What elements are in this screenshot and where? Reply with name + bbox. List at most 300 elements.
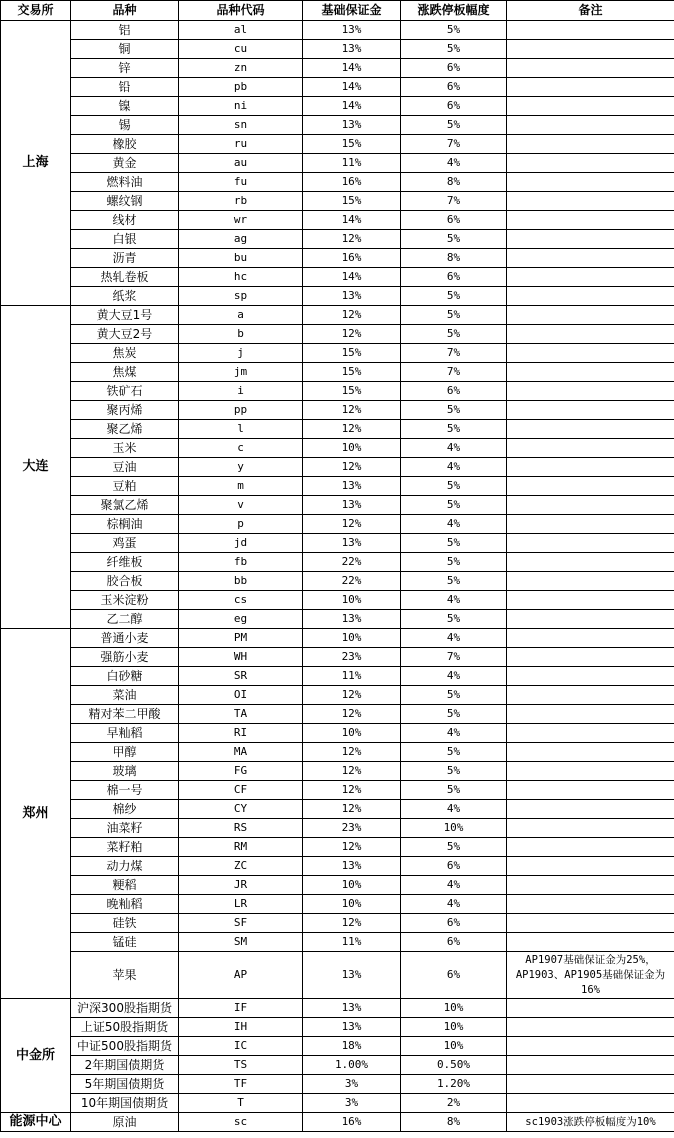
note-cell: [507, 249, 674, 268]
note-cell: [507, 230, 674, 249]
limit-cell: 5%: [401, 477, 507, 496]
note-cell: [507, 439, 674, 458]
code-cell: WH: [179, 648, 303, 667]
table-row: [1, 1075, 674, 1094]
code-cell: i: [179, 382, 303, 401]
limit-cell: 5%: [401, 743, 507, 762]
product-cell: 铅: [71, 78, 179, 97]
code-cell: T: [179, 1094, 303, 1113]
note-cell: [507, 629, 674, 648]
code-cell: ag: [179, 230, 303, 249]
code-cell: p: [179, 515, 303, 534]
limit-cell: 5%: [401, 116, 507, 135]
limit-cell: 10%: [401, 1018, 507, 1037]
table-row: [1, 268, 674, 287]
table-row: [1, 306, 674, 325]
table-row: [1, 97, 674, 116]
limit-cell: 5%: [401, 838, 507, 857]
limit-cell: 4%: [401, 439, 507, 458]
note-cell: [507, 857, 674, 876]
table-row: [1, 1113, 674, 1132]
margin-cell: 10%: [303, 895, 401, 914]
note-cell: [507, 306, 674, 325]
note-cell: [507, 819, 674, 838]
margin-cell: 12%: [303, 515, 401, 534]
product-cell: 纤维板: [71, 553, 179, 572]
limit-cell: 5%: [401, 21, 507, 40]
note-cell: [507, 268, 674, 287]
table-row: [1, 515, 674, 534]
product-cell: 锰硅: [71, 933, 179, 952]
product-cell: 玉米: [71, 439, 179, 458]
limit-cell: 5%: [401, 762, 507, 781]
code-cell: sp: [179, 287, 303, 306]
margin-cell: 13%: [303, 534, 401, 553]
product-cell: 焦煤: [71, 363, 179, 382]
limit-cell: 5%: [401, 325, 507, 344]
code-cell: SM: [179, 933, 303, 952]
note-cell: [507, 999, 674, 1018]
table-row: [1, 1018, 674, 1037]
code-cell: CY: [179, 800, 303, 819]
table-row: [1, 572, 674, 591]
margin-cell: 1.00%: [303, 1056, 401, 1075]
product-cell: 焦炭: [71, 344, 179, 363]
code-cell: eg: [179, 610, 303, 629]
code-cell: c: [179, 439, 303, 458]
product-cell: 沪深300股指期货: [71, 999, 179, 1018]
note-cell: [507, 192, 674, 211]
margin-cell: 10%: [303, 724, 401, 743]
note-cell: [507, 572, 674, 591]
margin-cell: 12%: [303, 306, 401, 325]
exchange-cell: 中金所: [1, 999, 71, 1113]
note-cell: [507, 21, 674, 40]
product-cell: 燃料油: [71, 173, 179, 192]
limit-cell: 10%: [401, 819, 507, 838]
table-row: [1, 895, 674, 914]
code-cell: OI: [179, 686, 303, 705]
code-cell: zn: [179, 59, 303, 78]
product-cell: 棉纱: [71, 800, 179, 819]
limit-cell: 6%: [401, 952, 507, 999]
margin-cell: 15%: [303, 344, 401, 363]
product-cell: 聚乙烯: [71, 420, 179, 439]
product-cell: 油菜籽: [71, 819, 179, 838]
note-cell: [507, 686, 674, 705]
code-cell: MA: [179, 743, 303, 762]
code-cell: SR: [179, 667, 303, 686]
margin-cell: 13%: [303, 1018, 401, 1037]
limit-cell: 0.50%: [401, 1056, 507, 1075]
product-cell: 菜籽粕: [71, 838, 179, 857]
note-cell: [507, 496, 674, 515]
margin-cell: 13%: [303, 496, 401, 515]
margin-cell: 23%: [303, 819, 401, 838]
code-cell: rb: [179, 192, 303, 211]
table-row: [1, 857, 674, 876]
margin-cell: 13%: [303, 116, 401, 135]
note-cell: [507, 515, 674, 534]
margin-cell: 12%: [303, 705, 401, 724]
note-cell: [507, 382, 674, 401]
limit-cell: 4%: [401, 458, 507, 477]
limit-cell: 4%: [401, 515, 507, 534]
note-cell: [507, 97, 674, 116]
margin-cell: 13%: [303, 477, 401, 496]
note-cell: [507, 477, 674, 496]
table-row: [1, 420, 674, 439]
product-cell: 早籼稻: [71, 724, 179, 743]
margin-cell: 3%: [303, 1094, 401, 1113]
product-cell: 橡胶: [71, 135, 179, 154]
limit-cell: 6%: [401, 382, 507, 401]
code-cell: b: [179, 325, 303, 344]
code-cell: m: [179, 477, 303, 496]
limit-cell: 6%: [401, 59, 507, 78]
limit-cell: 10%: [401, 999, 507, 1018]
limit-cell: 6%: [401, 857, 507, 876]
limit-cell: 5%: [401, 230, 507, 249]
note-cell: [507, 1037, 674, 1056]
limit-cell: 6%: [401, 914, 507, 933]
margin-cell: 18%: [303, 1037, 401, 1056]
product-cell: 锌: [71, 59, 179, 78]
table-row: [1, 249, 674, 268]
note-cell: [507, 895, 674, 914]
limit-cell: 1.20%: [401, 1075, 507, 1094]
product-cell: 聚丙烯: [71, 401, 179, 420]
code-cell: au: [179, 154, 303, 173]
table-row: [1, 667, 674, 686]
table-row: [1, 401, 674, 420]
margin-cell: 13%: [303, 610, 401, 629]
margin-cell: 16%: [303, 1113, 401, 1132]
note-cell: sc1903涨跌停板幅度为10%: [507, 1113, 674, 1132]
limit-cell: 5%: [401, 401, 507, 420]
product-cell: 普通小麦: [71, 629, 179, 648]
product-cell: 上证50股指期货: [71, 1018, 179, 1037]
table-row: [1, 686, 674, 705]
product-cell: 玻璃: [71, 762, 179, 781]
table-row: [1, 933, 674, 952]
table-row: [1, 135, 674, 154]
table-row: [1, 59, 674, 78]
limit-cell: 7%: [401, 344, 507, 363]
limit-cell: 5%: [401, 306, 507, 325]
product-cell: 胶合板: [71, 572, 179, 591]
product-cell: 纸浆: [71, 287, 179, 306]
table-row: [1, 553, 674, 572]
code-cell: AP: [179, 952, 303, 999]
table-row: [1, 591, 674, 610]
limit-cell: 7%: [401, 648, 507, 667]
product-cell: 热轧卷板: [71, 268, 179, 287]
code-cell: fb: [179, 553, 303, 572]
limit-cell: 6%: [401, 268, 507, 287]
note-cell: [507, 401, 674, 420]
product-cell: 黄大豆1号: [71, 306, 179, 325]
product-cell: 白砂糖: [71, 667, 179, 686]
limit-cell: 4%: [401, 724, 507, 743]
product-cell: 晚籼稻: [71, 895, 179, 914]
note-cell: AP1907基础保证金为25%，AP1903、AP1905基础保证金为16%: [507, 952, 674, 999]
table-row: [1, 325, 674, 344]
note-cell: [507, 135, 674, 154]
limit-cell: 4%: [401, 800, 507, 819]
limit-cell: 4%: [401, 876, 507, 895]
note-cell: [507, 78, 674, 97]
margin-cell: 15%: [303, 192, 401, 211]
code-cell: hc: [179, 268, 303, 287]
product-cell: 玉米淀粉: [71, 591, 179, 610]
note-cell: [507, 838, 674, 857]
margin-cell: 15%: [303, 382, 401, 401]
code-cell: sc: [179, 1113, 303, 1132]
table-row: [1, 173, 674, 192]
limit-cell: 2%: [401, 1094, 507, 1113]
note-cell: [507, 781, 674, 800]
product-cell: 菜油: [71, 686, 179, 705]
margin-cell: 12%: [303, 325, 401, 344]
note-cell: [507, 648, 674, 667]
table-row: [1, 1056, 674, 1075]
margin-cell: 3%: [303, 1075, 401, 1094]
limit-cell: 5%: [401, 686, 507, 705]
margin-cell: 12%: [303, 914, 401, 933]
header-limit: 涨跌停板幅度: [401, 1, 507, 21]
limit-cell: 5%: [401, 496, 507, 515]
margin-cell: 13%: [303, 40, 401, 59]
note-cell: [507, 610, 674, 629]
table-row: [1, 439, 674, 458]
code-cell: LR: [179, 895, 303, 914]
note-cell: [507, 1056, 674, 1075]
product-cell: 动力煤: [71, 857, 179, 876]
header-product: 品种: [71, 1, 179, 21]
margin-cell: 12%: [303, 743, 401, 762]
exchange-cell: 大连: [1, 306, 71, 629]
table-row: [1, 1094, 674, 1113]
code-cell: bb: [179, 572, 303, 591]
limit-cell: 4%: [401, 667, 507, 686]
note-cell: [507, 667, 674, 686]
limit-cell: 5%: [401, 553, 507, 572]
note-cell: [507, 534, 674, 553]
limit-cell: 5%: [401, 287, 507, 306]
note-cell: [507, 173, 674, 192]
code-cell: jd: [179, 534, 303, 553]
exchange-cell: 上海: [1, 21, 71, 306]
note-cell: [507, 762, 674, 781]
code-cell: cu: [179, 40, 303, 59]
margin-cell: 14%: [303, 97, 401, 116]
product-cell: 镍: [71, 97, 179, 116]
product-cell: 线材: [71, 211, 179, 230]
table-row: [1, 382, 674, 401]
table-row: [1, 876, 674, 895]
product-cell: 粳稻: [71, 876, 179, 895]
limit-cell: 5%: [401, 420, 507, 439]
table-row: [1, 344, 674, 363]
code-cell: PM: [179, 629, 303, 648]
product-cell: 精对苯二甲酸: [71, 705, 179, 724]
limit-cell: 7%: [401, 192, 507, 211]
table-row: [1, 914, 674, 933]
margin-cell: 14%: [303, 211, 401, 230]
code-cell: IF: [179, 999, 303, 1018]
code-cell: cs: [179, 591, 303, 610]
code-cell: SF: [179, 914, 303, 933]
limit-cell: 4%: [401, 591, 507, 610]
limit-cell: 6%: [401, 97, 507, 116]
header-margin: 基础保证金: [303, 1, 401, 21]
product-cell: 苹果: [71, 952, 179, 999]
table-row: [1, 21, 674, 40]
margin-cell: 16%: [303, 249, 401, 268]
margin-cell: 11%: [303, 154, 401, 173]
table-row: [1, 838, 674, 857]
margin-cell: 12%: [303, 686, 401, 705]
note-cell: [507, 116, 674, 135]
margin-cell: 23%: [303, 648, 401, 667]
product-cell: 硅铁: [71, 914, 179, 933]
margin-cell: 13%: [303, 999, 401, 1018]
margin-cell: 12%: [303, 458, 401, 477]
header-code: 品种代码: [179, 1, 303, 21]
note-cell: [507, 591, 674, 610]
table-row: [1, 819, 674, 838]
table-row: [1, 40, 674, 59]
table-row: [1, 363, 674, 382]
code-cell: IC: [179, 1037, 303, 1056]
table-row: [1, 496, 674, 515]
product-cell: 鸡蛋: [71, 534, 179, 553]
product-cell: 棉一号: [71, 781, 179, 800]
margin-cell: 13%: [303, 21, 401, 40]
limit-cell: 5%: [401, 40, 507, 59]
note-cell: [507, 287, 674, 306]
note-cell: [507, 914, 674, 933]
margin-cell: 16%: [303, 173, 401, 192]
product-cell: 铁矿石: [71, 382, 179, 401]
code-cell: TS: [179, 1056, 303, 1075]
margin-cell: 14%: [303, 78, 401, 97]
margin-cell: 10%: [303, 439, 401, 458]
note-cell: [507, 420, 674, 439]
code-cell: FG: [179, 762, 303, 781]
code-cell: fu: [179, 173, 303, 192]
note-cell: [507, 363, 674, 382]
limit-cell: 7%: [401, 135, 507, 154]
table-row: [1, 999, 674, 1018]
limit-cell: 5%: [401, 572, 507, 591]
note-cell: [507, 705, 674, 724]
product-cell: 原油: [71, 1113, 179, 1132]
limit-cell: 4%: [401, 895, 507, 914]
table-row: [1, 648, 674, 667]
limit-cell: 5%: [401, 705, 507, 724]
code-cell: ru: [179, 135, 303, 154]
code-cell: TA: [179, 705, 303, 724]
header-row: [1, 1, 674, 21]
product-cell: 豆粕: [71, 477, 179, 496]
limit-cell: 6%: [401, 78, 507, 97]
table-body: [1, 21, 674, 1132]
product-cell: 沥青: [71, 249, 179, 268]
code-cell: pp: [179, 401, 303, 420]
limit-cell: 5%: [401, 610, 507, 629]
product-cell: 甲醇: [71, 743, 179, 762]
product-cell: 铝: [71, 21, 179, 40]
table-row: [1, 762, 674, 781]
code-cell: sn: [179, 116, 303, 135]
code-cell: ZC: [179, 857, 303, 876]
code-cell: JR: [179, 876, 303, 895]
margin-cell: 10%: [303, 591, 401, 610]
margin-cell: 15%: [303, 135, 401, 154]
margin-cell: 12%: [303, 401, 401, 420]
code-cell: RI: [179, 724, 303, 743]
table-row: [1, 743, 674, 762]
margin-cell: 11%: [303, 667, 401, 686]
note-cell: [507, 724, 674, 743]
table-row: [1, 1037, 674, 1056]
code-cell: bu: [179, 249, 303, 268]
note-cell: [507, 1075, 674, 1094]
margin-cell: 12%: [303, 800, 401, 819]
table-row: [1, 78, 674, 97]
code-cell: RM: [179, 838, 303, 857]
code-cell: pb: [179, 78, 303, 97]
table-row: [1, 629, 674, 648]
note-cell: [507, 344, 674, 363]
code-cell: IH: [179, 1018, 303, 1037]
product-cell: 10年期国债期货: [71, 1094, 179, 1113]
table-row: [1, 116, 674, 135]
product-cell: 中证500股指期货: [71, 1037, 179, 1056]
code-cell: wr: [179, 211, 303, 230]
table-row: [1, 534, 674, 553]
product-cell: 乙二醇: [71, 610, 179, 629]
table-row: [1, 781, 674, 800]
table-row: [1, 458, 674, 477]
table-row: [1, 800, 674, 819]
margin-cell: 12%: [303, 838, 401, 857]
margin-cell: 12%: [303, 230, 401, 249]
code-cell: RS: [179, 819, 303, 838]
margin-cell: 13%: [303, 287, 401, 306]
product-cell: 锡: [71, 116, 179, 135]
header-exchange: 交易所: [1, 1, 71, 21]
limit-cell: 4%: [401, 154, 507, 173]
limit-cell: 8%: [401, 173, 507, 192]
product-cell: 黄大豆2号: [71, 325, 179, 344]
product-cell: 聚氯乙烯: [71, 496, 179, 515]
exchange-cell: 郑州: [1, 629, 71, 999]
margin-cell: 13%: [303, 857, 401, 876]
code-cell: y: [179, 458, 303, 477]
product-cell: 铜: [71, 40, 179, 59]
note-cell: [507, 933, 674, 952]
code-cell: ni: [179, 97, 303, 116]
margin-cell: 12%: [303, 762, 401, 781]
margin-cell: 15%: [303, 363, 401, 382]
note-cell: [507, 800, 674, 819]
table-row: [1, 610, 674, 629]
table-row: [1, 705, 674, 724]
table-row: [1, 477, 674, 496]
